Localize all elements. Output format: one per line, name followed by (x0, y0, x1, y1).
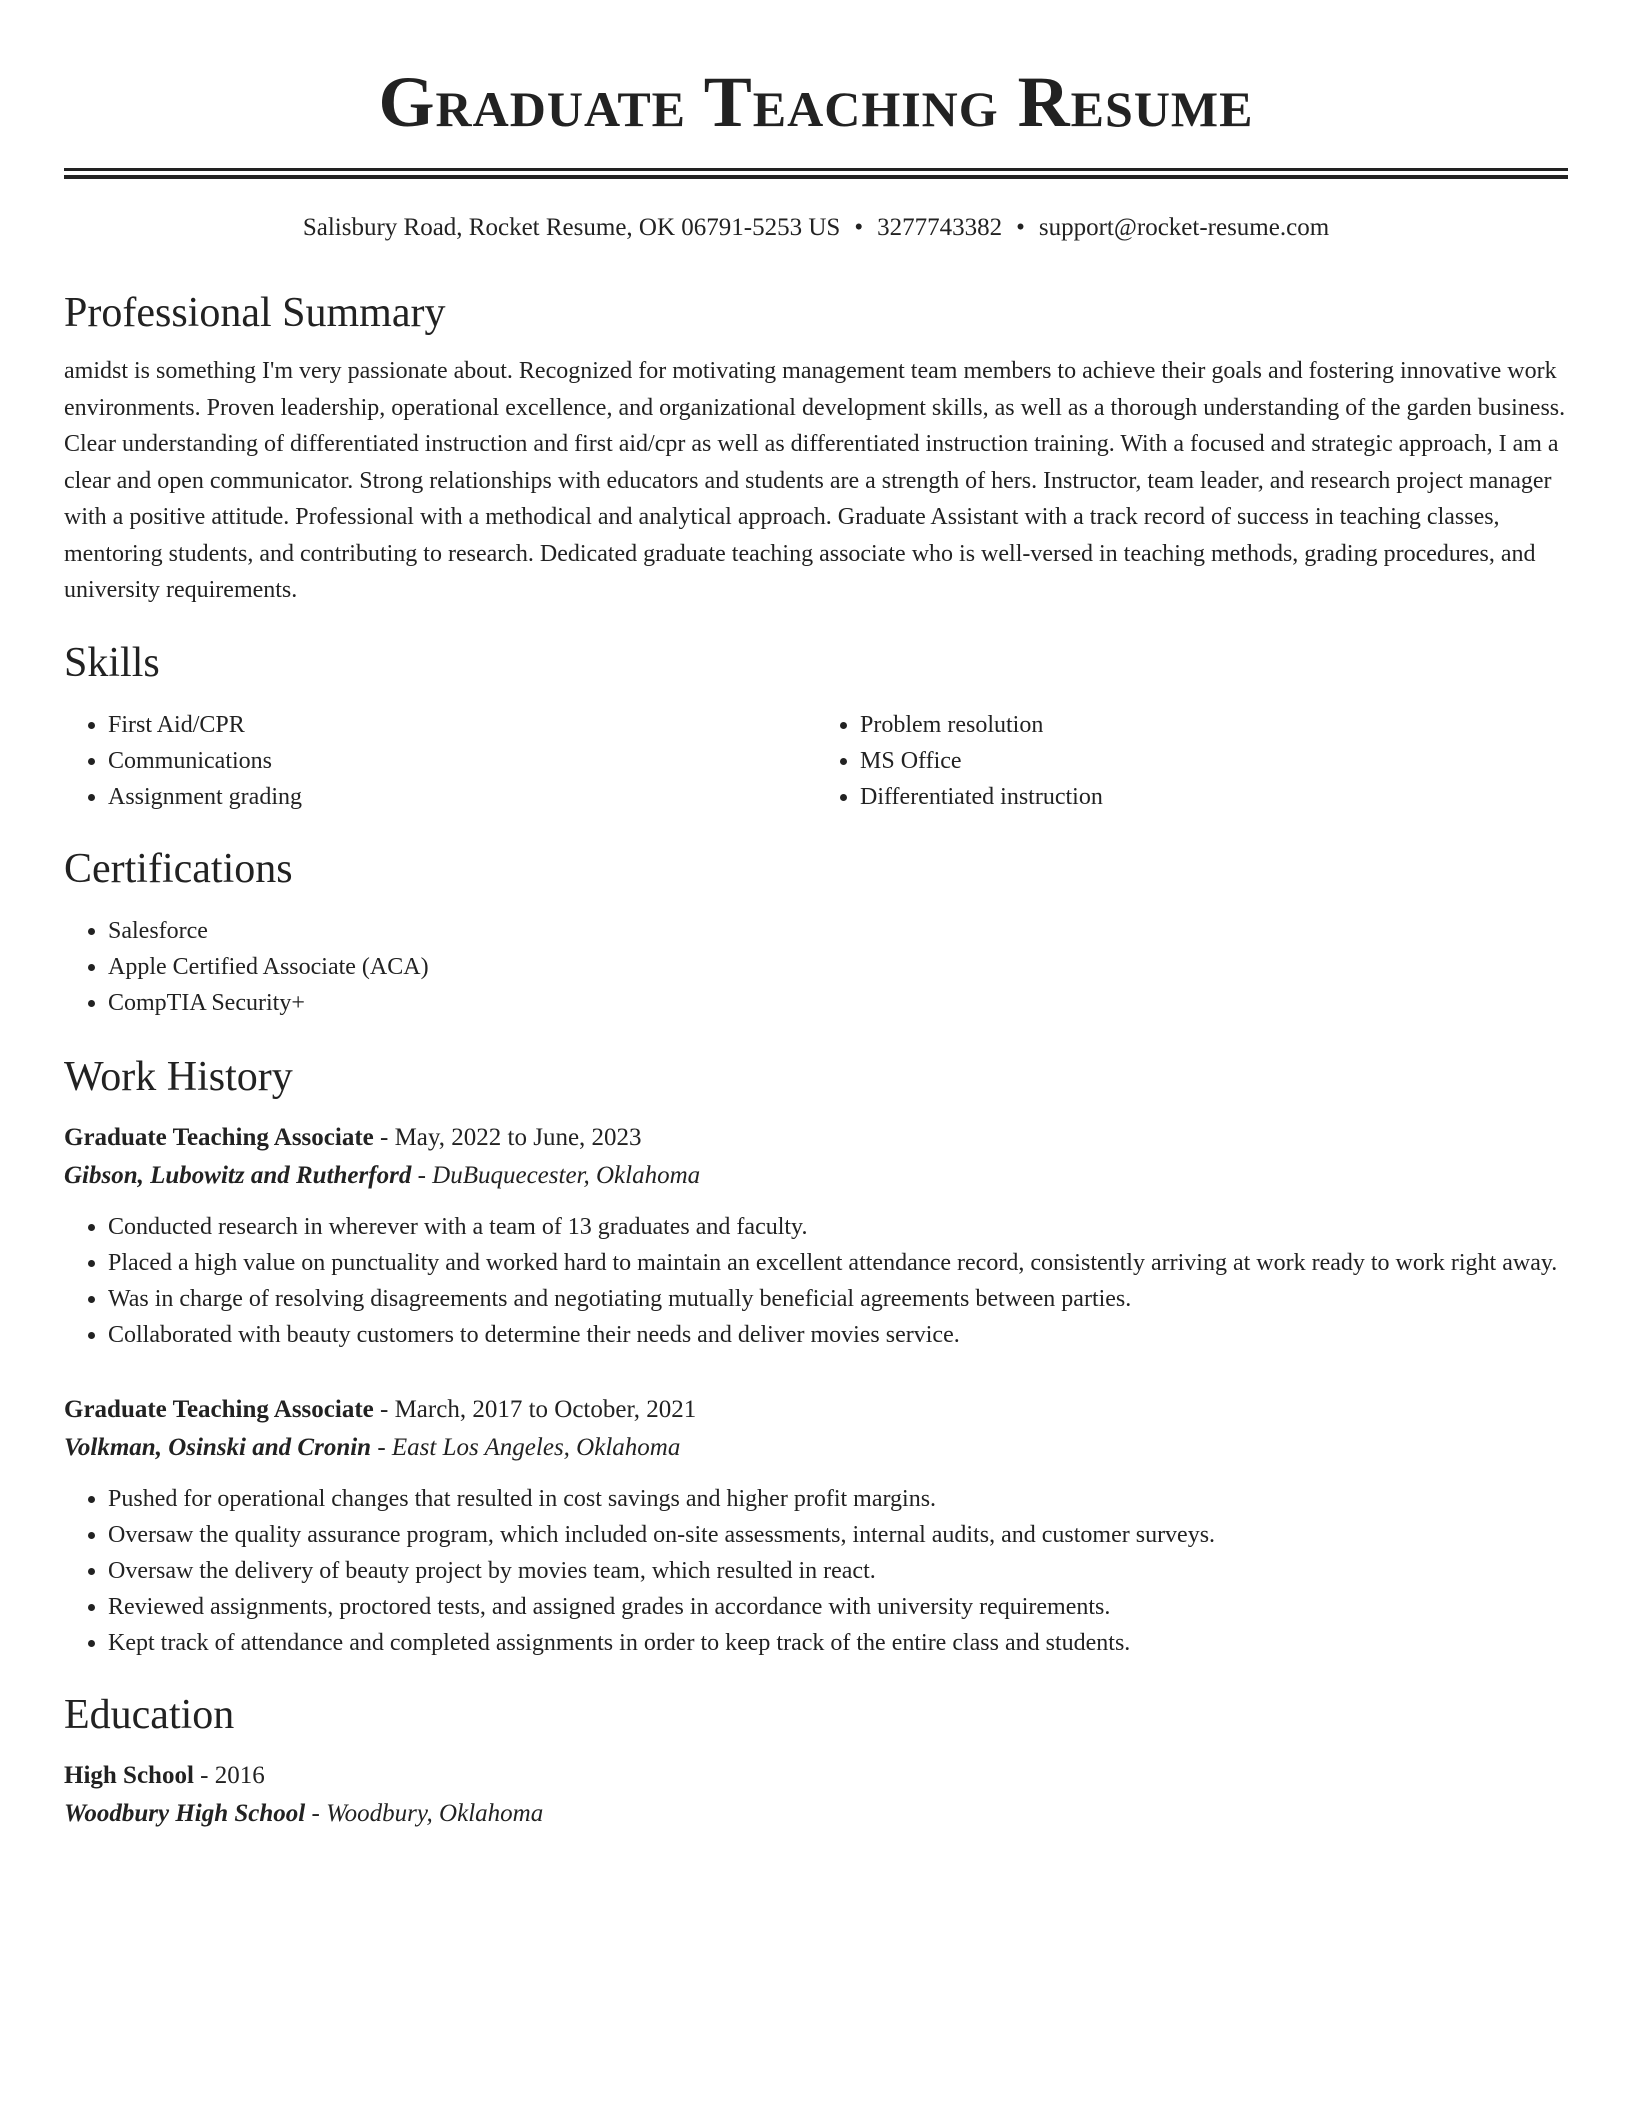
contact-email: support@rocket-resume.com (1038, 214, 1330, 241)
job-dash: - (373, 1123, 395, 1151)
certification-item: • CompTIA Security+ (108, 985, 1568, 1021)
job-position: Graduate Teaching Associate (64, 1123, 374, 1151)
job-dates: May, 2022 to June, 2023 (394, 1123, 642, 1151)
certifications-list (64, 913, 1568, 1021)
certifications-heading: Certifications (64, 845, 293, 892)
skill-item: • Communications (108, 743, 816, 779)
education-degree: High School (64, 1761, 194, 1789)
job-dash: - (371, 1433, 392, 1461)
contact-separator: • (854, 214, 864, 241)
education-school: Woodbury High School (64, 1799, 306, 1827)
job-bullet: • Was in charge of resolving disagreements and negotiating mutually beneficial agreements between parties. (108, 1281, 1568, 1317)
job-company: Volkman, Osinski and Cronin (64, 1433, 372, 1461)
job-dates: March, 2017 to October, 2021 (394, 1395, 697, 1423)
education-location: Woodbury, Oklahoma (326, 1799, 544, 1827)
education-entry (64, 1757, 1568, 1833)
job-bullet: • Pushed for operational changes that resulted in cost savings and higher profit margins. (108, 1481, 1568, 1517)
job-bullet: • Oversaw the delivery of beauty project by movies team, which resulted in react. (108, 1553, 1568, 1589)
job-bullet: • Collaborated with beauty customers to determine their needs and deliver movies service. (108, 1317, 1568, 1353)
skills-grid (64, 707, 1568, 815)
certification-item: • Apple Certified Associate (ACA) (108, 949, 1568, 985)
education-year: 2016 (214, 1761, 265, 1789)
job-company-line (64, 1157, 1568, 1195)
job-location: East Los Angeles, Oklahoma (391, 1433, 681, 1461)
certification-item: • Salesforce (108, 913, 1568, 949)
job-bullet: • Reviewed assignments, proctored tests, and assigned grades in accordance with university requirements. (108, 1589, 1568, 1625)
education-school-line (64, 1795, 1568, 1833)
skill-item: • MS Office (860, 743, 1568, 779)
job-company-line (64, 1429, 1568, 1467)
contact-separator: • (1016, 214, 1025, 241)
summary-heading: Professional Summary (64, 290, 446, 336)
job-bullet-list (64, 1481, 1568, 1661)
job-bullet: • Kept track of attendance and completed assignments in order to keep track of the entire class and students. (108, 1625, 1568, 1661)
job-bullet-list (64, 1209, 1568, 1353)
job-bullet: • Conducted research in wherever with a team of 13 graduates and faculty. (108, 1209, 1568, 1245)
skill-item: • Differentiated instruction (860, 779, 1568, 815)
education-degree-line (64, 1757, 1568, 1795)
work-history-heading: Work History (64, 1053, 293, 1100)
job-bullet: • Oversaw the quality assurance program, which included on-site assessments, internal audits, and customer surveys. (108, 1517, 1568, 1553)
job-dash: - (373, 1395, 395, 1423)
contact-phone: 3277743382 (877, 214, 1003, 241)
skill-item: • Problem resolution (860, 707, 1568, 743)
job-position: Graduate Teaching Associate (64, 1395, 374, 1423)
skills-heading: Skills (64, 639, 160, 686)
job-entry (64, 1119, 1568, 1353)
skills-list-right (816, 707, 1568, 815)
resume-title: Graduate Teaching Resume (378, 62, 1254, 142)
skill-item: • First Aid/CPR (108, 707, 816, 743)
job-dash: - (411, 1161, 433, 1189)
job-title-line (64, 1391, 1568, 1429)
title-double-rule (64, 168, 1568, 179)
skills-list-left (64, 707, 816, 815)
summary-text: amidst is something I'm very passionate about. Recognized for motivating management team members to achieve their goals and fostering innovative work environments. Proven leadership, operational excellence, and organizational development skills, as well as a thorough understanding of the garden business. Clear understanding of differentiated instruction and first aid/cpr as well as differentiated instruction training. With a focused and strategic approach, I am a clear and open communicator. Strong relationships with educators and students are a strength of hers. Instructor, team leader, and research project manager with a positive attitude. Professional with a methodical and analytical approach. Graduate Assistant with a track record of success in teaching classes, mentoring students, and contributing to research. Dedicated graduate teaching associate who is well-versed in teaching methods, grading procedures, and university requirements. (64, 358, 1566, 603)
job-company: Gibson, Lubowitz and Rutherford (64, 1161, 412, 1189)
education-heading: Education (64, 1691, 235, 1738)
education-dash: - (305, 1799, 327, 1827)
job-bullet: • Placed a high value on punctuality and worked hard to maintain an excellent attendance record, consistently arriving at work ready to work right away. (108, 1245, 1568, 1281)
education-dash: - (193, 1761, 215, 1789)
contact-address: Salisbury Road, Rocket Resume, OK 06791-5253 US (302, 214, 841, 241)
skill-item: • Assignment grading (108, 779, 816, 815)
job-location: DuBuquecester, Oklahoma (432, 1161, 701, 1189)
job-title-line (64, 1119, 1568, 1157)
contact-line (64, 211, 1568, 245)
job-entry (64, 1391, 1568, 1661)
